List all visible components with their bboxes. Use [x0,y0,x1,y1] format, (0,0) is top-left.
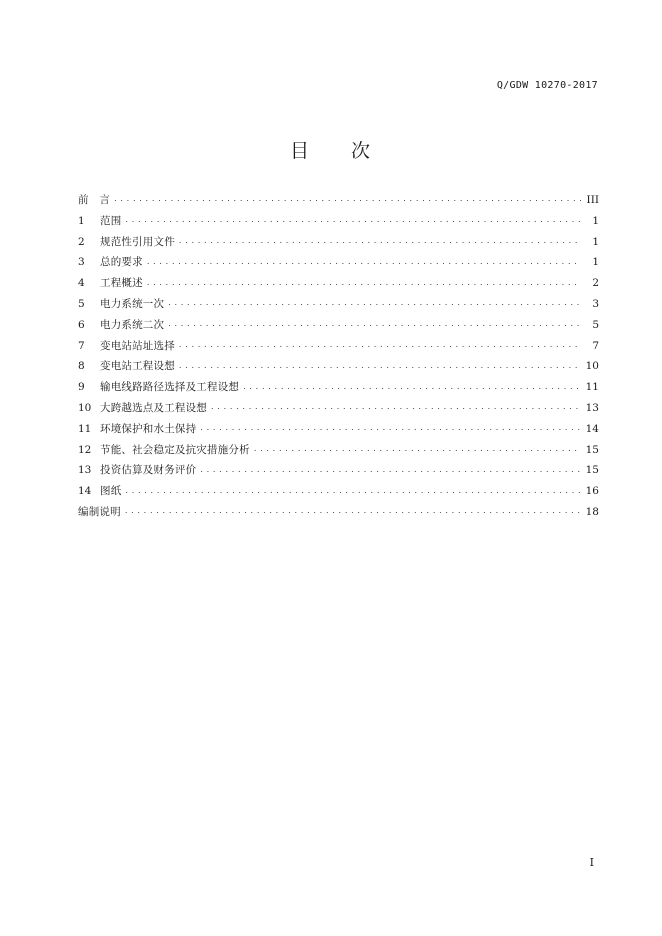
toc-entry-number: 10 [78,401,92,414]
toc-entry[interactable] [78,296,599,317]
toc-entry-label: 前 言 [78,194,111,206]
toc-leader-dots [243,384,580,396]
toc-entry-number: 1 [78,214,85,227]
toc-title-right: 次 [351,140,373,162]
toc-leader-dots [114,196,580,208]
toc-entry-number: 2 [78,235,85,248]
toc-entry[interactable] [78,442,599,463]
toc-entry-page: 1 [592,214,599,227]
toc-entry-number: 14 [78,485,92,498]
toc-title [0,136,662,163]
toc-entry-label: 大跨越选点及工程设想 [100,401,207,414]
toc-entry-label: 范围 [100,214,122,227]
toc-leader-dots [147,259,581,271]
toc-entry-label: 变电站工程设想 [100,360,175,373]
toc-entry-page: 2 [592,277,599,290]
toc-leader-dots [147,280,581,292]
toc-entry-number: 4 [78,277,85,290]
toc-entry[interactable] [78,379,599,400]
toc-entry[interactable] [78,421,599,442]
toc-entry-number: 6 [78,318,85,331]
toc-entry[interactable] [78,358,599,379]
toc-entry-label: 投资估算及财务评价 [100,464,197,477]
toc-leader-dots [211,404,580,416]
toc-entry-page: 15 [585,443,599,456]
toc-entry-label: 变电站站址选择 [100,339,175,352]
table-of-contents [78,192,599,525]
toc-entry-page: 10 [585,360,599,373]
toc-entry-number: 9 [78,381,85,394]
toc-leader-dots [179,342,581,354]
toc-leader-dots [168,300,581,312]
toc-entry[interactable] [78,192,599,213]
toc-entry-number: 8 [78,360,85,373]
toc-entry-label: 编制说明 [78,505,121,518]
toc-entry[interactable] [78,213,599,234]
toc-entry-page: 5 [592,318,599,331]
toc-leader-dots [254,446,580,458]
toc-leader-dots [179,238,581,250]
toc-entry-label: 图纸 [100,485,122,498]
toc-entry-number: 5 [78,297,85,310]
toc-entry-number: 12 [78,443,92,456]
toc-leader-dots [125,217,581,229]
toc-entry-label: 电力系统一次 [100,297,165,310]
toc-entry-page: 1 [592,256,599,269]
toc-entry-page: 7 [592,339,599,352]
toc-entry-page: 16 [585,485,599,498]
toc-entry-number: 3 [78,256,85,269]
toc-entry-number: 11 [78,422,92,435]
toc-entry[interactable] [78,504,599,525]
toc-entry-number: 7 [78,339,85,352]
toc-leader-dots [200,467,579,479]
toc-entry-label: 电力系统二次 [100,318,165,331]
toc-entry-label: 总的要求 [100,256,143,269]
toc-entry[interactable] [78,317,599,338]
toc-entry-page: 18 [585,505,599,518]
toc-entry[interactable] [78,234,599,255]
toc-entry-label: 环境保护和水土保持 [100,422,197,435]
toc-entry-page: 3 [592,297,599,310]
toc-entry-number: 13 [78,464,92,477]
toc-leader-dots [200,425,579,437]
toc-entry-page: 14 [585,422,599,435]
document-code: Q/GDW 10270-2017 [496,80,598,91]
toc-entry-label: 输电线路路径选择及工程设想 [100,381,240,394]
toc-entry-page: 11 [585,381,599,394]
toc-entry[interactable] [78,462,599,483]
toc-entry-label: 工程概述 [100,277,143,290]
toc-entry[interactable] [78,400,599,421]
toc-leader-dots [125,488,579,500]
toc-entry[interactable] [78,483,599,504]
toc-entry[interactable] [78,254,599,275]
toc-title-left: 目 [289,140,311,162]
toc-entry-page: 15 [585,464,599,477]
toc-entry[interactable] [78,338,599,359]
toc-leader-dots [179,363,580,375]
toc-entry-page: 1 [592,235,599,248]
toc-entry-page: 13 [585,401,599,414]
toc-entry-page: III [586,194,599,206]
toc-entry-label: 规范性引用文件 [100,235,175,248]
toc-entry[interactable] [78,275,599,296]
toc-leader-dots [168,321,581,333]
toc-entry-label: 节能、社会稳定及抗灾措施分析 [100,443,250,456]
toc-leader-dots [125,508,580,520]
page-number: I [589,856,594,869]
